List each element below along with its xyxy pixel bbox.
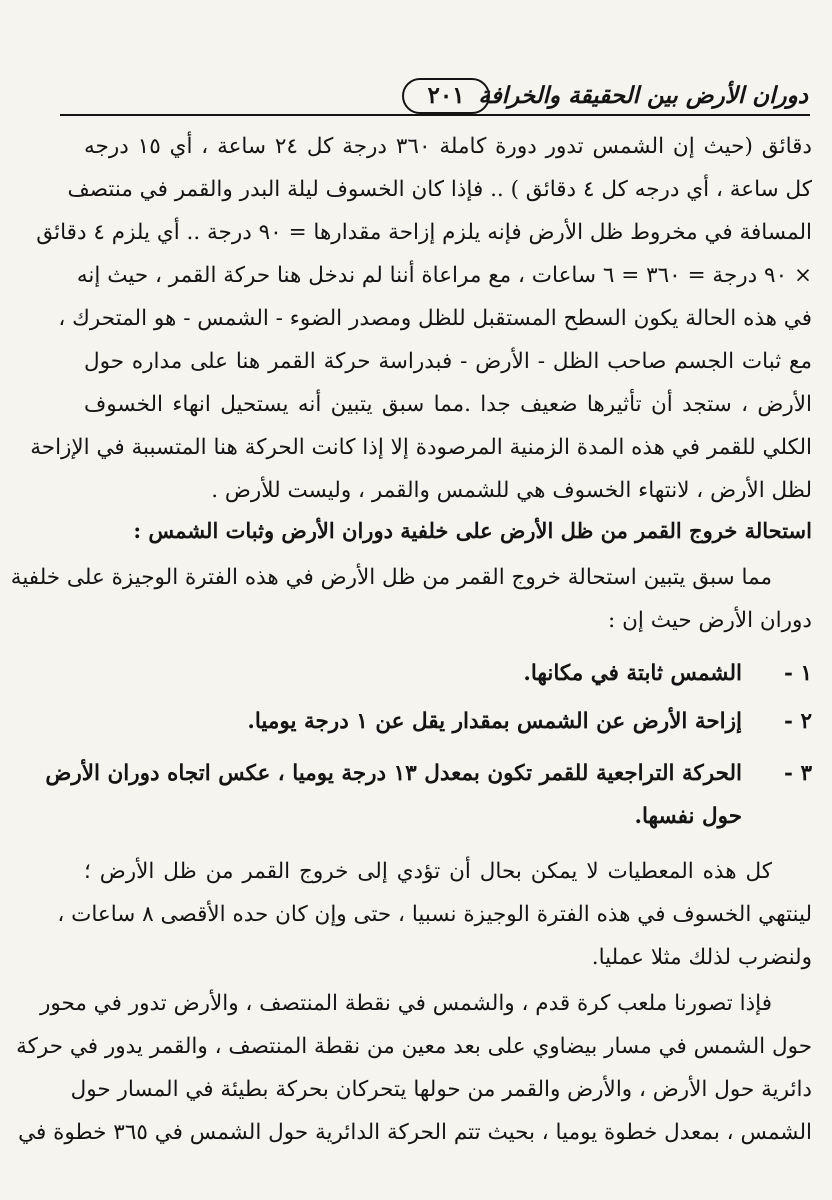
paragraph-3 — [57, 850, 812, 979]
text-line: مع ثبات الجسم صاحب الظل - الأرض - فبدراسة حركة القمر هنا على مداره حول — [84, 349, 812, 374]
text-line: في هذه الحالة يكون السطح المستقبل للظل ومصدر الضوء - الشمس - هو المتحرك ، — [58, 306, 812, 331]
list-item-1 — [84, 652, 812, 695]
text-line: ولنضرب لذلك مثلا عمليا. — [591, 945, 812, 970]
running-title: دوران الأرض بين الحقيقة والخرافة — [478, 82, 808, 109]
paragraph-4 — [16, 982, 812, 1154]
list-number: ١ - — [784, 661, 812, 686]
text-line: دوران الأرض حيث إن : — [608, 608, 812, 633]
list-item-3 — [45, 752, 812, 838]
list-text: الشمس ثابتة في مكانها. — [523, 661, 742, 686]
list-text: الحركة التراجعية للقمر تكون بمعدل ١٣ درجة يوميا ، عكس اتجاه دوران الأرض — [45, 761, 742, 786]
text-line: كل هذه المعطيات لا يمكن بحال أن تؤدي إلى خروج القمر من ظل الأرض ؛ — [84, 859, 772, 884]
header-rule — [60, 114, 810, 116]
text-line: الأرض ، ستجد أن تأثيرها ضعيف جدا .مما سبق يتبين أنه يستحيل انهاء الخسوف — [84, 392, 812, 417]
text-line: فإذا تصورنا ملعب كرة قدم ، والشمس في نقطة المنتصف ، والأرض تدور في محور — [39, 991, 772, 1016]
page-header — [40, 72, 810, 124]
paragraph-2 — [10, 556, 812, 642]
text-line: الشمس ، بمعدل خطوة يوميا ، بحيث تتم الحركة الدائرية حول الشمس في ٣٦٥ خطوة في — [18, 1120, 812, 1145]
list-text: إزاحة الأرض عن الشمس بمقدار يقل عن ١ درجة يوميا. — [247, 709, 742, 734]
paragraph-1 — [30, 125, 813, 512]
text-line: مما سبق يتبين استحالة خروج القمر من ظل الأرض في هذه الفترة الوجيزة على خلفية — [10, 565, 772, 590]
text-line: المسافة في مخروط ظل الأرض فإنه يلزم إزاحة مقدارها = ٩٠ درجة .. أي يلزم ٤ دقائق — [36, 220, 812, 245]
list-text: حول نفسها. — [634, 804, 742, 829]
text-line: لظل الأرض ، لانتهاء الخسوف هي للشمس والقمر ، وليست للأرض . — [211, 478, 812, 503]
text-line: الكلي للقمر في هذه المدة الزمنية المرصودة إلا إذا كانت الحركة هنا المتسببة في الإزاحة — [30, 435, 812, 460]
list-number: ٣ - — [784, 761, 812, 786]
text-line: دقائق (حيث إن الشمس تدور دورة كاملة ٣٦٠ درجة كل ٢٤ ساعة ، أي ١٥ درجه — [84, 134, 813, 159]
section-heading: استحالة خروج القمر من ظل الأرض على خلفية دوران الأرض وثبات الشمس : — [133, 518, 812, 543]
text-line: دائرية حول الأرض ، والأرض والقمر من حولها يتحركان بحركة بطيئة في المسار حول — [70, 1077, 812, 1102]
text-line: حول الشمس في مسار بيضاوي على بعد معين من نقطة المنتصف ، والقمر يدور في حركة — [16, 1034, 812, 1059]
text-line: × ٩٠ درجة = ٣٦٠ = ٦ ساعات ، مع مراعاة أننا لم ندخل هنا حركة القمر ، حيث إنه — [76, 263, 812, 288]
list-number: ٢ - — [784, 709, 812, 734]
page-number: ٢٠١ — [402, 78, 490, 114]
text-line: كل ساعة ، أي درجه كل ٤ دقائق ) .. فإذا كان الخسوف ليلة البدر والقمر في منتصف — [67, 177, 812, 202]
list-item-2 — [84, 700, 812, 743]
text-line: لينتهي الخسوف في هذه الفترة الوجيزة نسبيا ، حتى وإن كان حده الأقصى ٨ ساعات ، — [57, 902, 812, 927]
